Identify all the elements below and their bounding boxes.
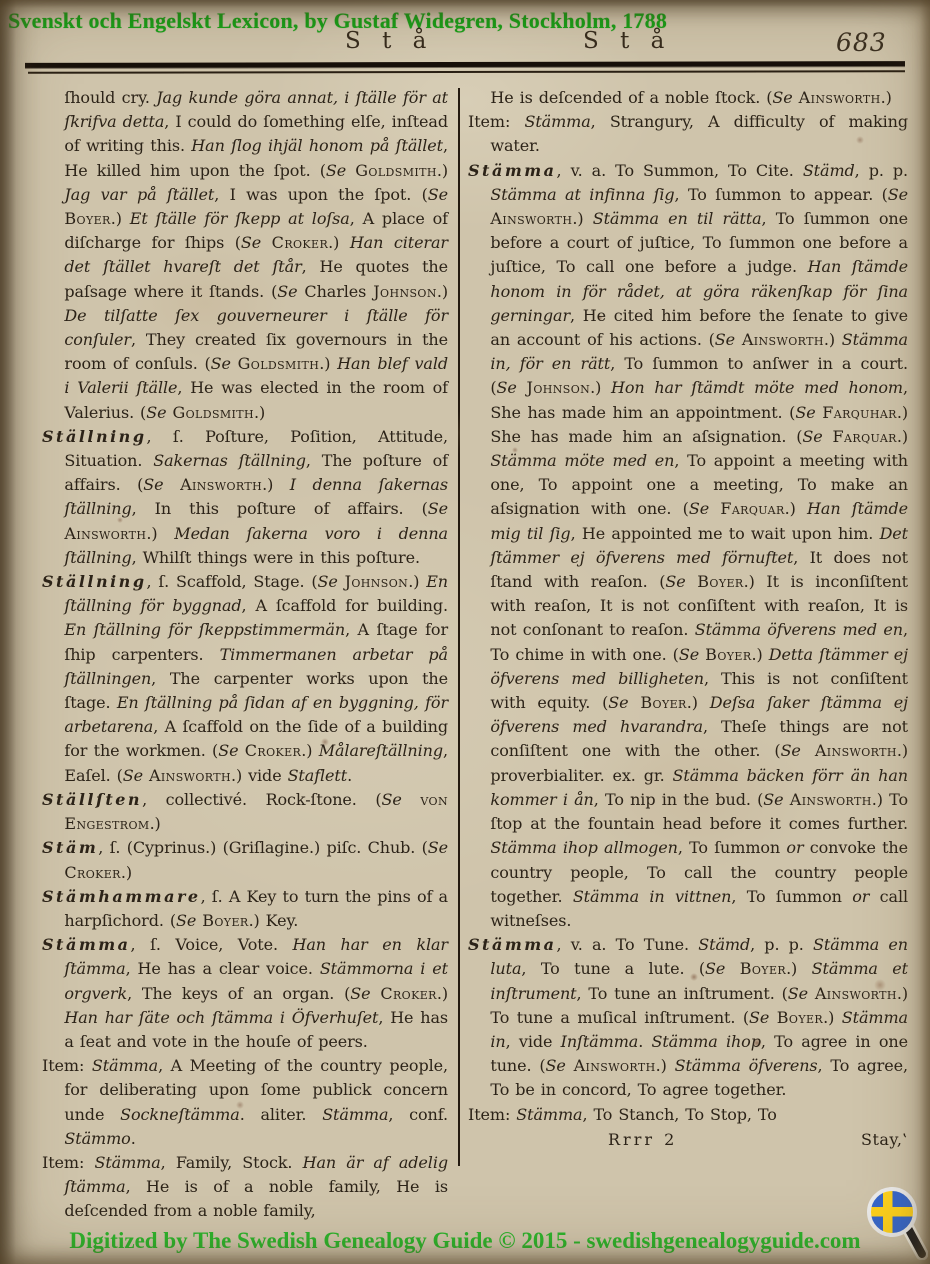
author-reference: Farquhar (822, 402, 897, 422)
italic-swedish-text: Staflett (287, 765, 348, 785)
italic-swedish-text: Stämma et inſtrument (490, 959, 908, 1003)
right-text-column (468, 86, 908, 1152)
italic-swedish-text: Stämd (698, 935, 751, 955)
italic-swedish-text: Timmermanen arbetar på ſtällningen (64, 644, 448, 688)
italic-swedish-text: En ſtällning för byggnad (64, 572, 448, 616)
italic-swedish-text: Stämmo (64, 1128, 131, 1148)
author-reference: Farquar (832, 426, 897, 446)
dictionary-paragraph: Item: Stämma, A Meeting of the country people, for deliberating upon ſome publick concern unde Sockneſtämma. aliter. Stämma, conf. Stämmo. (42, 1056, 448, 1148)
catchword: Stay,‛ (860, 1129, 908, 1149)
dictionary-paragraph: Stämhammare, ſ. A Key to turn the pins of a harpſichord. (Se Boyer.) Key. (42, 886, 448, 930)
headword: Stämma (468, 935, 557, 955)
author-reference: Croker (271, 233, 329, 253)
italic-swedish-text: Stämma öfverens med en (694, 620, 903, 640)
author-reference: Ainsworth (741, 330, 824, 350)
italic-swedish-text: Se (427, 838, 448, 858)
italic-swedish-text: Stämma (516, 1104, 583, 1124)
italic-swedish-text: Stämd (802, 160, 855, 180)
italic-swedish-text: Se (277, 281, 298, 301)
italic-swedish-text: Sockneſtämma (120, 1104, 240, 1124)
italic-swedish-text: Se (381, 789, 402, 809)
dictionary-paragraph: Stämma, ſ. Voice, Vote. Han har en klar ſtämma, He has a clear voice. Stämmorna i et orgverk, The keys of an organ. (Se Croker.) Han har ſäte och ſtämma i Öfverhuſet, He has a ſeat and vote in the houſe of peers. (42, 935, 448, 1051)
swedish-flag-magnifier-logo (866, 1186, 928, 1260)
italic-swedish-text: Deſsa ſaker ſtämma ej öfverens med hvarandra (490, 693, 908, 737)
italic-swedish-text: Han ſtämde mig til ſig (490, 499, 908, 543)
italic-swedish-text: Se (496, 378, 517, 398)
headword: Ställſten (42, 789, 143, 809)
author-reference: Ainsworth (180, 475, 263, 495)
author-reference: Ainsworth (789, 789, 872, 809)
italic-swedish-text: Se (175, 910, 197, 930)
italic-swedish-text: Stämma möte med en (490, 451, 675, 471)
italic-swedish-text: Se (350, 983, 371, 1003)
italic-swedish-text: or (852, 886, 870, 906)
running-head-left: S t å (345, 28, 434, 54)
dictionary-paragraph: Stämma, v. a. To Summon, To Cite. Stämd, p. p. Stämma at infinna ſig, To ſummon to appear. (Se Ainsworth.) Stämma en til rätta, To ſummon one before a court of juſtice, To ſummon one before a juſtice, To call one before a judge. Han ſtämde honom in för rådet, at göra räkenſkap för ſina gerningar, He cited him before the ſenate to give an account of his actions. (Se Ainsworth.) Stämma in, för en rätt, To ſummon to anſwer in a court. (Se Johnson.) Hon har ſtämdt möte med honom, She has made him an appointment. (Se Farquhar.) She has made him an aſsignation. (Se Farquar.) Stämma möte med en, To appoint a meeting with one, To appoint one a meeting, To make an aſsignation with one. (Se Farquar.) Han ſtämde mig til ſig, He appointed me to wait upon him. Det ſtämmer ej öfverens med förnuftet, It does not ſtand with reaſon. (Se Boyer.) It is inconſiſtent with reaſon, It is not conſiſtent with reaſon, It is not conſonant to reaſon. Stämma öfverens med en, To chime in with one. (Se Boyer.) Detta ſtämmer ej öfverens med billigheten, This is not conſiſtent with equity. (Se Boyer.) Deſsa ſaker ſtämma ej öfverens med hvarandra, Theſe things are not conſiſtent one with the other. (Se Ainsworth.) proverbialiter. ex. gr. Stämma bäcken förr än han kommer i ån, To nip in the bud. (Se Ainsworth.) To ſtop at the fountain head before it comes further. Stämma ihop allmogen, To ſummon or convoke the country people, To call the country people together. Stämma in vittnen, To ſummon or call witneſses. (468, 160, 909, 930)
italic-swedish-text: Stämma ihop (651, 1031, 761, 1051)
author-reference: Goldsmith (172, 402, 255, 422)
italic-swedish-text: Se (802, 426, 823, 446)
italic-swedish-text: Se (787, 983, 808, 1003)
author-reference: Boyer (739, 959, 787, 979)
author-reference: Ainsworth (814, 741, 897, 761)
author-reference: Ainsworth (490, 209, 573, 229)
italic-swedish-text: Se (705, 959, 726, 979)
author-reference: Croker (64, 862, 121, 882)
italic-swedish-text: Se (427, 184, 448, 204)
author-reference: von Engestrom (64, 789, 448, 834)
dictionary-paragraph: ſhould cry. Jag kunde göra annat, i ſtälle för at ſkrifva detta, I could do ſomething elſe, inſtead of writing this. Han ſlog ihjäl honom på ſtället, He killed him upon the ſpot. (Se Goldsmith.) Jag var på ſtället, I was upon the ſpot. (Se Boyer.) Et ſtälle för ſkepp at loſsa, A place of diſcharge for ſhips (Se Croker.) Han citerar det ſtället hvareſt det ſtår, He quotes the paſsage where it ſtands. (Se Charles Johnson.) De tilſatte ſex gouverneurer i ſtälle för conſuler, They created ſix governours in the room of conſuls. (Se Goldsmith.) Han blef vald i Valerii ſtälle, He was elected in the room of Valerius. (Se Goldsmith.) (64, 88, 449, 422)
italic-swedish-text: Se (678, 644, 700, 664)
author-reference: Croker (244, 741, 302, 761)
italic-swedish-text: Medan ſakerna voro i denna ſtällning (64, 523, 448, 567)
headword: Stämma (42, 935, 131, 955)
italic-swedish-text: Sakernas ſtällning (153, 451, 306, 471)
header-rule-thin (28, 70, 905, 74)
italic-swedish-text: Se (749, 1007, 770, 1027)
italic-swedish-text: Stämma bäcken förr än han kommer i ån (490, 765, 908, 809)
dictionary-paragraph: Stäm, ſ. (Cyprinus.) (Griſlagine.) piſc. Chub. (Se Croker.) (42, 838, 448, 882)
italic-swedish-text: Det ſtämmer ej öfverens med förnuftet (490, 523, 908, 567)
italic-swedish-text: Et ſtälle för ſkepp at loſsa (129, 209, 350, 229)
italic-swedish-text: Stämma en til rätta (592, 209, 762, 229)
italic-swedish-text: Se (665, 572, 686, 592)
dictionary-paragraph: Item: Stämma, Family, Stock. Han är af adelig ſtämma, He is of a noble family, He is deſcended from a noble family, (42, 1152, 448, 1221)
italic-swedish-text: or (786, 838, 804, 858)
author-reference: Ainsworth (798, 88, 881, 107)
author-reference: Ainsworth (814, 983, 897, 1003)
italic-swedish-text: Jag var på ſtället (64, 184, 215, 204)
dictionary-paragraph: Stämma, v. a. To Tune. Stämd, p. p. Stämma en luta, To tune a lute. (Se Boyer.) Stämma et inſtrument, To tune an inſtrument. (Se Ainsworth.) To tune a muſical inſtrument. (Se Boyer.) Stämma in, vide Inſtämma. Stämma ihop, To agree in one tune. (Se Ainsworth.) Stämma öfverens, To agree, To be in concord, To agree together. (468, 935, 908, 1100)
italic-swedish-text: I denna ſakernas ſtällning (64, 475, 448, 519)
italic-swedish-text: Han blef vald i Valerii ſtälle (64, 354, 448, 398)
italic-swedish-text: Inſtämma (560, 1031, 639, 1051)
author-reference: Boyer (697, 572, 744, 592)
italic-swedish-text: Han ſlog ihjäl honom på ſtället (191, 136, 443, 156)
italic-swedish-text: Han citerar det ſtället hvareſt det ſtår (64, 233, 448, 277)
italic-swedish-text: Se (545, 1056, 566, 1076)
italic-swedish-text: Se (688, 499, 710, 519)
italic-swedish-text: Stämma in vittnen (572, 886, 732, 906)
italic-swedish-text: En ſtällning på ſidan af en byggning, för arbetarena (64, 693, 448, 737)
dictionary-paragraph: Item: Stämma, To Stanch, To Stop, To (468, 1104, 777, 1124)
italic-swedish-text: Jag kunde göra annat, i ſtälle för at ſkrifva detta (64, 88, 448, 132)
author-reference: Goldsmith (237, 354, 320, 374)
italic-swedish-text: Stämmorna i et orgverk (64, 959, 448, 1003)
signature-mark: Rrrr 2 (608, 1129, 678, 1149)
italic-swedish-text: Han har ſäte och ſtämma i Öfverhuſet (64, 1007, 379, 1027)
italic-swedish-text: Se (427, 499, 448, 519)
dictionary-paragraph: Ställning, ſ. Scaffold, Stage. (Se Johnson.) En ſtällning för byggnad, A ſcaffold for building. En ſtällning för ſkeppstimmermän, A ſtage for ſhip carpenters. Timmermanen arbetar på ſtällningen, The carpenter works upon the ſtage. En ſtällning på ſidan af en byggning, för arbetarena, A ſcaffold on the ſide of a building for the workmen. (Se Croker.) Målareſtällning, Eaſel. (Se Ainsworth.) vide Staflett. (42, 572, 448, 785)
italic-swedish-text: Stämma ihop allmogen (490, 838, 678, 858)
italic-swedish-text: Se (608, 693, 629, 713)
italic-swedish-text: Se (317, 572, 338, 592)
dictionary-paragraph: Ställning, ſ. Poſture, Poſition, Attitude, Situation. Sakernas ſtällning, The poſture of affairs. (Se Ainsworth.) I denna ſakernas ſtällning, In this poſture of affairs. (Se Ainsworth.) Medan ſakerna voro i denna ſtällning, Whilſt things were in this poſture. (42, 426, 448, 567)
italic-swedish-text: Han har en klar ſtämma (64, 935, 448, 979)
italic-swedish-text: Stämma (91, 1056, 159, 1076)
author-reference: Johnson (344, 572, 409, 592)
author-reference: Boyer (64, 209, 111, 229)
headword: Stämma (468, 160, 557, 180)
author-reference: Johnson (373, 281, 437, 301)
author-reference: Boyer (640, 693, 687, 713)
author-reference: Goldsmith (355, 160, 437, 180)
italic-swedish-text: Stämma in, för en rätt (490, 330, 908, 374)
italic-swedish-text: Stämma (322, 1104, 389, 1124)
dictionary-paragraph: He is deſcended of a noble ſtock. (Se Ainsworth.) (490, 88, 892, 107)
author-reference: Ainsworth (148, 765, 231, 785)
italic-swedish-text: Stämma (94, 1152, 161, 1172)
headword: Ställning (42, 426, 147, 446)
italic-swedish-text: Se (714, 330, 736, 350)
signature-line (468, 1128, 908, 1152)
digitization-credit: Digitized by The Swedish Genealogy Guide © 2015 - swedishgenealogyguide.com (69, 1228, 861, 1253)
italic-swedish-text: Se (772, 88, 793, 107)
italic-swedish-text: Stämma at infinna ſig (490, 184, 675, 204)
italic-swedish-text: Stämma en luta (490, 935, 908, 979)
italic-swedish-text: Se (218, 741, 239, 761)
author-reference: Ainsworth (64, 523, 147, 543)
author-reference: Croker (380, 983, 437, 1003)
italic-swedish-text: Se (240, 233, 262, 253)
author-reference: Farquar (720, 499, 785, 519)
dictionary-paragraph: Item: Stämma, Strangury, A difficulty of making water. (468, 112, 908, 156)
column-divider-rule (458, 88, 460, 1166)
italic-swedish-text: Se (887, 184, 908, 204)
headword: Ställning (42, 572, 147, 592)
author-reference: Boyer (202, 910, 249, 930)
italic-swedish-text: En ſtällning för ſkeppstimmermän (64, 620, 346, 640)
italic-swedish-text: Hon har ſtämdt möte med honom (611, 378, 903, 398)
italic-swedish-text: Han ſtämde honom in för rådet, at göra räkenſkap för ſina gerningar (490, 257, 908, 325)
left-text-column (42, 86, 448, 1224)
author-reference: Boyer (776, 1007, 824, 1027)
author-reference: Boyer (705, 644, 752, 664)
italic-swedish-text: Se (795, 402, 816, 422)
scan-overlay-title: Svenskt och Engelskt Lexicon, by Gustaf Widegren, Stockholm, 1788 (8, 8, 668, 33)
italic-swedish-text: Stämma in (490, 1007, 908, 1051)
italic-swedish-text: Se (210, 354, 231, 374)
italic-swedish-text: Han är af adelig ſtämma (64, 1152, 448, 1197)
italic-swedish-text: Stämma (524, 112, 591, 132)
italic-swedish-text: Detta ſtämmer ej öfverens med billigheten (490, 644, 908, 688)
dictionary-paragraph: Ställſten, collectivé. Rock-ſtone. (Se von Engestrom.) (42, 789, 448, 834)
author-reference: Ainsworth (573, 1056, 656, 1076)
italic-swedish-text: Stämma öfverens (674, 1056, 818, 1076)
italic-swedish-text: Se (122, 765, 143, 785)
author-reference: Johnson (526, 378, 591, 398)
italic-swedish-text: Se (143, 475, 164, 495)
headword: Stäm (42, 838, 99, 858)
italic-swedish-text: Se (146, 402, 167, 422)
header-rule-thick (25, 61, 905, 68)
italic-swedish-text: Se (763, 789, 784, 809)
italic-swedish-text: Se (780, 741, 801, 761)
italic-swedish-text: De tilſatte ſex gouverneurer i ſtälle för conſuler (64, 305, 448, 350)
page-number: 683 (836, 28, 887, 57)
running-head-right: S t å (583, 28, 672, 54)
headword: Stämhammare (42, 886, 201, 906)
italic-swedish-text: Se (325, 160, 347, 180)
italic-swedish-text: Målareſtällning (318, 741, 443, 761)
